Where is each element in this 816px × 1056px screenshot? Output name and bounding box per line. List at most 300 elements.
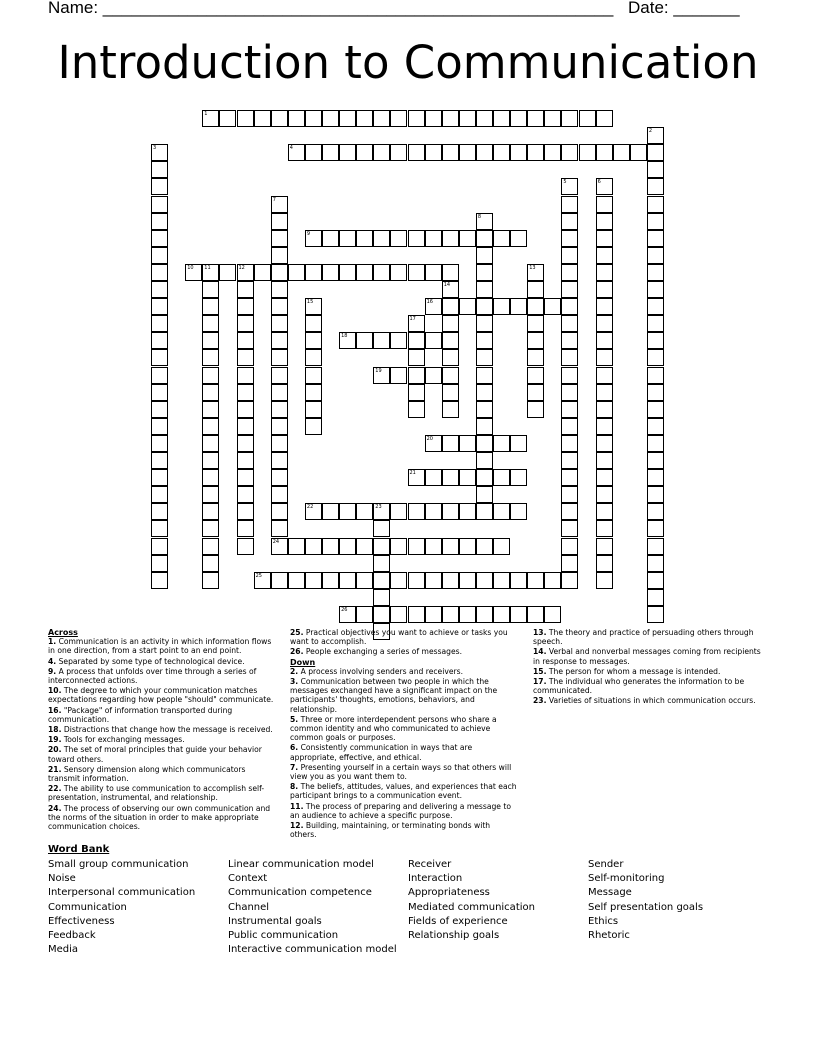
grid-cell[interactable] xyxy=(305,230,322,247)
grid-cell[interactable] xyxy=(151,144,168,161)
grid-cell[interactable] xyxy=(356,110,373,127)
grid-cell[interactable] xyxy=(561,144,578,161)
grid-cell[interactable] xyxy=(510,110,527,127)
grid-cell[interactable] xyxy=(647,538,664,555)
grid-cell[interactable] xyxy=(151,435,168,452)
grid-cell[interactable] xyxy=(493,469,510,486)
grid-cell[interactable] xyxy=(202,281,219,298)
grid-cell[interactable] xyxy=(442,469,459,486)
grid-cell[interactable] xyxy=(237,349,254,366)
grid-cell[interactable] xyxy=(339,144,356,161)
grid-cell[interactable] xyxy=(408,503,425,520)
grid-cell[interactable] xyxy=(390,110,407,127)
grid-cell[interactable] xyxy=(442,264,459,281)
grid-cell[interactable] xyxy=(596,384,613,401)
grid-cell[interactable] xyxy=(305,538,322,555)
grid-cell[interactable] xyxy=(151,213,168,230)
grid-cell[interactable] xyxy=(237,401,254,418)
grid-cell[interactable] xyxy=(288,264,305,281)
grid-cell[interactable] xyxy=(442,349,459,366)
grid-cell[interactable] xyxy=(356,503,373,520)
grid-cell[interactable] xyxy=(561,230,578,247)
grid-cell[interactable] xyxy=(288,572,305,589)
grid-cell[interactable] xyxy=(202,264,219,281)
grid-cell[interactable] xyxy=(527,367,544,384)
grid-cell[interactable] xyxy=(527,298,544,315)
grid-cell[interactable] xyxy=(647,230,664,247)
grid-cell[interactable] xyxy=(647,418,664,435)
grid-cell[interactable] xyxy=(459,469,476,486)
grid-cell[interactable] xyxy=(476,572,493,589)
grid-cell[interactable] xyxy=(647,520,664,537)
grid-cell[interactable] xyxy=(493,144,510,161)
grid-cell[interactable] xyxy=(476,332,493,349)
grid-cell[interactable] xyxy=(647,349,664,366)
grid-cell[interactable] xyxy=(442,538,459,555)
grid-cell[interactable] xyxy=(476,264,493,281)
grid-cell[interactable] xyxy=(476,281,493,298)
grid-cell[interactable] xyxy=(373,110,390,127)
grid-cell[interactable] xyxy=(237,435,254,452)
grid-cell[interactable] xyxy=(237,110,254,127)
grid-cell[interactable] xyxy=(442,606,459,623)
grid-cell[interactable] xyxy=(561,196,578,213)
grid-cell[interactable] xyxy=(596,196,613,213)
grid-cell[interactable] xyxy=(510,606,527,623)
grid-cell[interactable] xyxy=(151,349,168,366)
grid-cell[interactable] xyxy=(596,367,613,384)
grid-cell[interactable] xyxy=(561,367,578,384)
grid-cell[interactable] xyxy=(425,332,442,349)
grid-cell[interactable] xyxy=(442,230,459,247)
grid-cell[interactable] xyxy=(237,298,254,315)
grid-cell[interactable] xyxy=(476,401,493,418)
grid-cell[interactable] xyxy=(151,196,168,213)
grid-cell[interactable] xyxy=(510,230,527,247)
grid-cell[interactable] xyxy=(356,144,373,161)
grid-cell[interactable] xyxy=(390,503,407,520)
grid-cell[interactable] xyxy=(408,144,425,161)
grid-cell[interactable] xyxy=(237,264,254,281)
grid-cell[interactable] xyxy=(647,196,664,213)
grid-cell[interactable] xyxy=(493,298,510,315)
grid-cell[interactable] xyxy=(151,469,168,486)
grid-cell[interactable] xyxy=(425,572,442,589)
grid-cell[interactable] xyxy=(596,332,613,349)
grid-cell[interactable] xyxy=(510,503,527,520)
grid-cell[interactable] xyxy=(373,264,390,281)
grid-cell[interactable] xyxy=(202,349,219,366)
grid-cell[interactable] xyxy=(442,572,459,589)
grid-cell[interactable] xyxy=(305,332,322,349)
grid-cell[interactable] xyxy=(237,367,254,384)
grid-cell[interactable] xyxy=(271,315,288,332)
grid-cell[interactable] xyxy=(596,538,613,555)
grid-cell[interactable] xyxy=(373,367,390,384)
grid-cell[interactable] xyxy=(476,503,493,520)
grid-cell[interactable] xyxy=(305,401,322,418)
grid-cell[interactable] xyxy=(271,196,288,213)
grid-cell[interactable] xyxy=(237,315,254,332)
grid-cell[interactable] xyxy=(151,264,168,281)
grid-cell[interactable] xyxy=(596,230,613,247)
grid-cell[interactable] xyxy=(254,572,271,589)
grid-cell[interactable] xyxy=(390,264,407,281)
grid-cell[interactable] xyxy=(442,503,459,520)
grid-cell[interactable] xyxy=(459,606,476,623)
grid-cell[interactable] xyxy=(442,298,459,315)
grid-cell[interactable] xyxy=(271,452,288,469)
grid-cell[interactable] xyxy=(305,110,322,127)
grid-cell[interactable] xyxy=(322,264,339,281)
grid-cell[interactable] xyxy=(647,589,664,606)
grid-cell[interactable] xyxy=(561,401,578,418)
grid-cell[interactable] xyxy=(305,572,322,589)
grid-cell[interactable] xyxy=(408,572,425,589)
grid-cell[interactable] xyxy=(305,418,322,435)
grid-cell[interactable] xyxy=(527,606,544,623)
grid-cell[interactable] xyxy=(561,469,578,486)
grid-cell[interactable] xyxy=(425,538,442,555)
grid-cell[interactable] xyxy=(596,520,613,537)
grid-cell[interactable] xyxy=(390,332,407,349)
date-field-label[interactable]: Date: _______ xyxy=(628,0,740,17)
grid-cell[interactable] xyxy=(647,281,664,298)
grid-cell[interactable] xyxy=(202,538,219,555)
grid-cell[interactable] xyxy=(271,367,288,384)
grid-cell[interactable] xyxy=(237,281,254,298)
grid-cell[interactable] xyxy=(647,503,664,520)
grid-cell[interactable] xyxy=(647,178,664,195)
grid-cell[interactable] xyxy=(647,606,664,623)
grid-cell[interactable] xyxy=(373,332,390,349)
grid-cell[interactable] xyxy=(151,555,168,572)
grid-cell[interactable] xyxy=(237,332,254,349)
grid-cell[interactable] xyxy=(305,503,322,520)
grid-cell[interactable] xyxy=(271,298,288,315)
grid-cell[interactable] xyxy=(527,401,544,418)
grid-cell[interactable] xyxy=(579,110,596,127)
grid-cell[interactable] xyxy=(271,469,288,486)
grid-cell[interactable] xyxy=(647,213,664,230)
grid-cell[interactable] xyxy=(647,127,664,144)
grid-cell[interactable] xyxy=(390,538,407,555)
grid-cell[interactable] xyxy=(339,264,356,281)
grid-cell[interactable] xyxy=(390,572,407,589)
grid-cell[interactable] xyxy=(271,384,288,401)
grid-cell[interactable] xyxy=(425,298,442,315)
grid-cell[interactable] xyxy=(373,144,390,161)
grid-cell[interactable] xyxy=(305,264,322,281)
grid-cell[interactable] xyxy=(561,435,578,452)
grid-cell[interactable] xyxy=(373,538,390,555)
grid-cell[interactable] xyxy=(237,469,254,486)
grid-cell[interactable] xyxy=(373,606,390,623)
grid-cell[interactable] xyxy=(151,572,168,589)
grid-cell[interactable] xyxy=(561,538,578,555)
grid-cell[interactable] xyxy=(493,572,510,589)
grid-cell[interactable] xyxy=(476,110,493,127)
grid-cell[interactable] xyxy=(219,264,236,281)
grid-cell[interactable] xyxy=(339,332,356,349)
grid-cell[interactable] xyxy=(596,315,613,332)
grid-cell[interactable] xyxy=(596,555,613,572)
grid-cell[interactable] xyxy=(596,264,613,281)
grid-cell[interactable] xyxy=(237,452,254,469)
grid-cell[interactable] xyxy=(408,349,425,366)
grid-cell[interactable] xyxy=(151,178,168,195)
grid-cell[interactable] xyxy=(442,281,459,298)
grid-cell[interactable] xyxy=(510,298,527,315)
grid-cell[interactable] xyxy=(305,349,322,366)
grid-cell[interactable] xyxy=(408,401,425,418)
grid-cell[interactable] xyxy=(202,452,219,469)
grid-cell[interactable] xyxy=(322,538,339,555)
grid-cell[interactable] xyxy=(271,332,288,349)
grid-cell[interactable] xyxy=(630,144,647,161)
grid-cell[interactable] xyxy=(202,315,219,332)
grid-cell[interactable] xyxy=(596,486,613,503)
grid-cell[interactable] xyxy=(356,264,373,281)
grid-cell[interactable] xyxy=(476,349,493,366)
grid-cell[interactable] xyxy=(356,230,373,247)
grid-cell[interactable] xyxy=(476,144,493,161)
grid-cell[interactable] xyxy=(151,538,168,555)
grid-cell[interactable] xyxy=(596,110,613,127)
grid-cell[interactable] xyxy=(647,367,664,384)
grid-cell[interactable] xyxy=(442,435,459,452)
grid-cell[interactable] xyxy=(596,452,613,469)
grid-cell[interactable] xyxy=(390,230,407,247)
grid-cell[interactable] xyxy=(271,349,288,366)
grid-cell[interactable] xyxy=(271,213,288,230)
grid-cell[interactable] xyxy=(561,213,578,230)
grid-cell[interactable] xyxy=(356,538,373,555)
grid-cell[interactable] xyxy=(425,606,442,623)
grid-cell[interactable] xyxy=(202,435,219,452)
grid-cell[interactable] xyxy=(561,520,578,537)
grid-cell[interactable] xyxy=(459,230,476,247)
grid-cell[interactable] xyxy=(527,315,544,332)
grid-cell[interactable] xyxy=(596,144,613,161)
grid-cell[interactable] xyxy=(356,606,373,623)
grid-cell[interactable] xyxy=(202,520,219,537)
grid-cell[interactable] xyxy=(151,367,168,384)
grid-cell[interactable] xyxy=(647,298,664,315)
grid-cell[interactable] xyxy=(527,384,544,401)
grid-cell[interactable] xyxy=(596,469,613,486)
grid-cell[interactable] xyxy=(476,213,493,230)
grid-cell[interactable] xyxy=(373,589,390,606)
grid-cell[interactable] xyxy=(339,230,356,247)
grid-cell[interactable] xyxy=(561,452,578,469)
grid-cell[interactable] xyxy=(305,144,322,161)
grid-cell[interactable] xyxy=(202,503,219,520)
grid-cell[interactable] xyxy=(219,110,236,127)
grid-cell[interactable] xyxy=(202,555,219,572)
grid-cell[interactable] xyxy=(151,315,168,332)
grid-cell[interactable] xyxy=(305,298,322,315)
grid-cell[interactable] xyxy=(476,247,493,264)
grid-cell[interactable] xyxy=(202,384,219,401)
grid-cell[interactable] xyxy=(151,452,168,469)
grid-cell[interactable] xyxy=(151,230,168,247)
grid-cell[interactable] xyxy=(322,230,339,247)
grid-cell[interactable] xyxy=(237,503,254,520)
grid-cell[interactable] xyxy=(202,332,219,349)
grid-cell[interactable] xyxy=(459,435,476,452)
grid-cell[interactable] xyxy=(202,367,219,384)
grid-cell[interactable] xyxy=(339,572,356,589)
grid-cell[interactable] xyxy=(442,144,459,161)
grid-cell[interactable] xyxy=(271,264,288,281)
grid-cell[interactable] xyxy=(561,178,578,195)
grid-cell[interactable] xyxy=(408,367,425,384)
grid-cell[interactable] xyxy=(271,503,288,520)
grid-cell[interactable] xyxy=(408,264,425,281)
grid-cell[interactable] xyxy=(596,572,613,589)
grid-cell[interactable] xyxy=(510,144,527,161)
grid-cell[interactable] xyxy=(322,144,339,161)
grid-cell[interactable] xyxy=(476,230,493,247)
grid-cell[interactable] xyxy=(322,503,339,520)
grid-cell[interactable] xyxy=(544,298,561,315)
grid-cell[interactable] xyxy=(322,572,339,589)
grid-cell[interactable] xyxy=(151,332,168,349)
grid-cell[interactable] xyxy=(151,401,168,418)
grid-cell[interactable] xyxy=(561,332,578,349)
grid-cell[interactable] xyxy=(408,384,425,401)
grid-cell[interactable] xyxy=(305,384,322,401)
grid-cell[interactable] xyxy=(596,298,613,315)
grid-cell[interactable] xyxy=(647,555,664,572)
grid-cell[interactable] xyxy=(596,401,613,418)
grid-cell[interactable] xyxy=(254,110,271,127)
grid-cell[interactable] xyxy=(596,213,613,230)
grid-cell[interactable] xyxy=(476,486,493,503)
grid-cell[interactable] xyxy=(493,538,510,555)
grid-cell[interactable] xyxy=(476,384,493,401)
grid-cell[interactable] xyxy=(476,418,493,435)
grid-cell[interactable] xyxy=(647,144,664,161)
grid-cell[interactable] xyxy=(561,281,578,298)
grid-cell[interactable] xyxy=(596,281,613,298)
grid-cell[interactable] xyxy=(151,503,168,520)
grid-cell[interactable] xyxy=(561,555,578,572)
grid-cell[interactable] xyxy=(510,572,527,589)
grid-cell[interactable] xyxy=(425,435,442,452)
grid-cell[interactable] xyxy=(561,264,578,281)
grid-cell[interactable] xyxy=(288,538,305,555)
grid-cell[interactable] xyxy=(527,572,544,589)
grid-cell[interactable] xyxy=(596,349,613,366)
grid-cell[interactable] xyxy=(647,247,664,264)
grid-cell[interactable] xyxy=(373,572,390,589)
grid-cell[interactable] xyxy=(202,298,219,315)
grid-cell[interactable] xyxy=(647,435,664,452)
grid-cell[interactable] xyxy=(459,298,476,315)
grid-cell[interactable] xyxy=(442,110,459,127)
grid-cell[interactable] xyxy=(561,503,578,520)
grid-cell[interactable] xyxy=(561,315,578,332)
grid-cell[interactable] xyxy=(271,486,288,503)
grid-cell[interactable] xyxy=(237,538,254,555)
grid-cell[interactable] xyxy=(459,572,476,589)
grid-cell[interactable] xyxy=(288,144,305,161)
grid-cell[interactable] xyxy=(527,281,544,298)
grid-cell[interactable] xyxy=(425,264,442,281)
grid-cell[interactable] xyxy=(527,349,544,366)
grid-cell[interactable] xyxy=(579,144,596,161)
grid-cell[interactable] xyxy=(561,247,578,264)
grid-cell[interactable] xyxy=(476,315,493,332)
grid-cell[interactable] xyxy=(647,332,664,349)
grid-cell[interactable] xyxy=(237,520,254,537)
grid-cell[interactable] xyxy=(647,161,664,178)
grid-cell[interactable] xyxy=(647,264,664,281)
grid-cell[interactable] xyxy=(237,418,254,435)
grid-cell[interactable] xyxy=(237,486,254,503)
grid-cell[interactable] xyxy=(596,435,613,452)
grid-cell[interactable] xyxy=(271,520,288,537)
grid-cell[interactable] xyxy=(493,503,510,520)
grid-cell[interactable] xyxy=(185,264,202,281)
grid-cell[interactable] xyxy=(442,315,459,332)
grid-cell[interactable] xyxy=(476,435,493,452)
grid-cell[interactable] xyxy=(151,281,168,298)
grid-cell[interactable] xyxy=(151,247,168,264)
grid-cell[interactable] xyxy=(339,538,356,555)
grid-cell[interactable] xyxy=(596,178,613,195)
grid-cell[interactable] xyxy=(544,572,561,589)
grid-cell[interactable] xyxy=(544,110,561,127)
grid-cell[interactable] xyxy=(408,469,425,486)
grid-cell[interactable] xyxy=(408,315,425,332)
grid-cell[interactable] xyxy=(596,418,613,435)
grid-cell[interactable] xyxy=(561,384,578,401)
grid-cell[interactable] xyxy=(271,538,288,555)
name-field-label[interactable]: Name: ______________________________________________________ xyxy=(48,0,614,17)
grid-cell[interactable] xyxy=(493,606,510,623)
grid-cell[interactable] xyxy=(288,110,305,127)
grid-cell[interactable] xyxy=(408,332,425,349)
grid-cell[interactable] xyxy=(202,418,219,435)
grid-cell[interactable] xyxy=(476,538,493,555)
grid-cell[interactable] xyxy=(647,401,664,418)
grid-cell[interactable] xyxy=(561,486,578,503)
grid-cell[interactable] xyxy=(339,606,356,623)
grid-cell[interactable] xyxy=(390,367,407,384)
grid-cell[interactable] xyxy=(425,230,442,247)
grid-cell[interactable] xyxy=(408,538,425,555)
grid-cell[interactable] xyxy=(271,110,288,127)
grid-cell[interactable] xyxy=(202,486,219,503)
grid-cell[interactable] xyxy=(647,452,664,469)
grid-cell[interactable] xyxy=(373,230,390,247)
grid-cell[interactable] xyxy=(476,298,493,315)
grid-cell[interactable] xyxy=(459,538,476,555)
grid-cell[interactable] xyxy=(271,401,288,418)
grid-cell[interactable] xyxy=(339,110,356,127)
grid-cell[interactable] xyxy=(561,418,578,435)
grid-cell[interactable] xyxy=(459,503,476,520)
grid-cell[interactable] xyxy=(271,281,288,298)
grid-cell[interactable] xyxy=(425,469,442,486)
grid-cell[interactable] xyxy=(647,315,664,332)
grid-cell[interactable] xyxy=(527,110,544,127)
grid-cell[interactable] xyxy=(390,606,407,623)
grid-cell[interactable] xyxy=(356,332,373,349)
